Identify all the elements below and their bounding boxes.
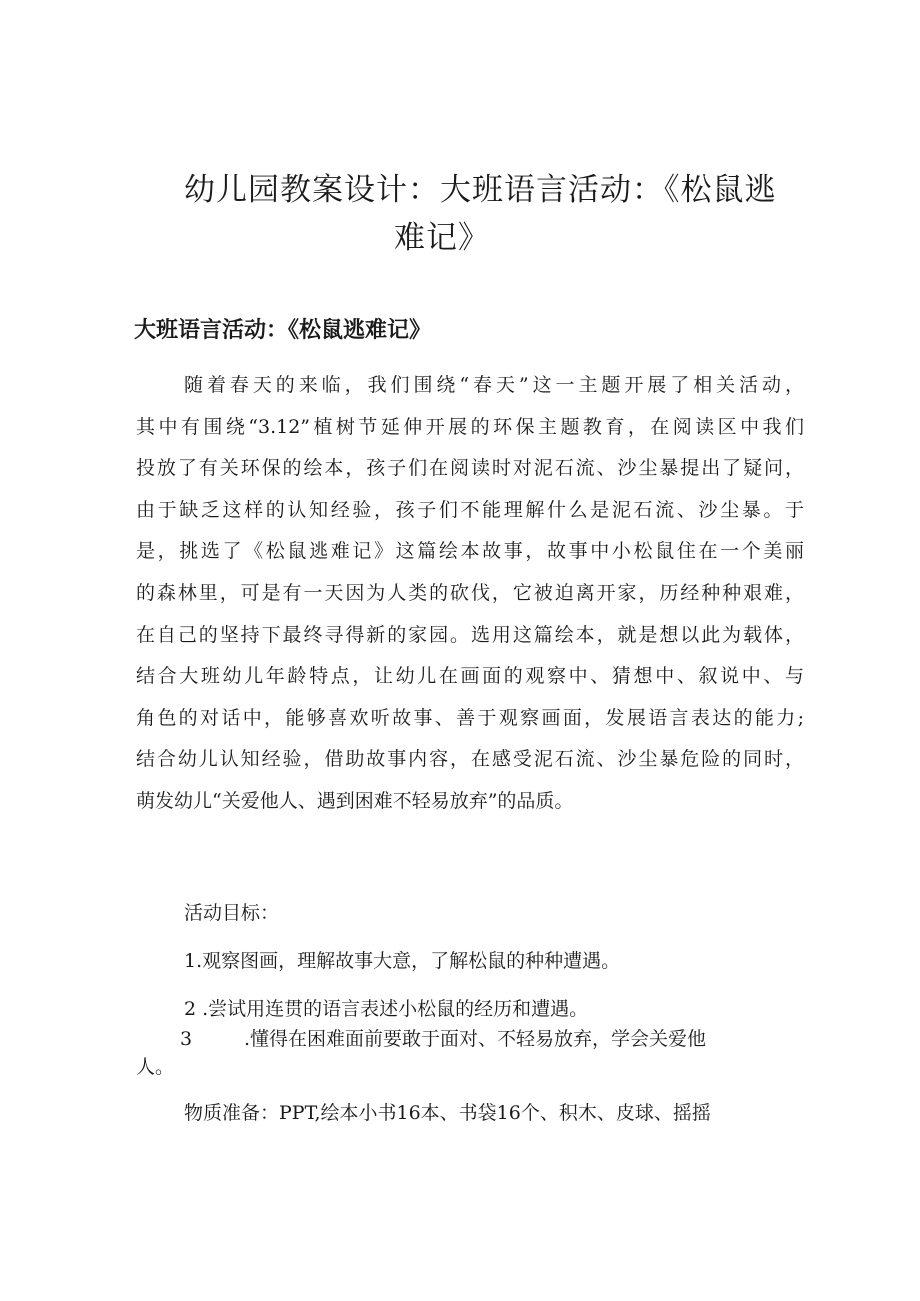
paragraph-line: 随着春天的来临，我们围绕“春天”这一主题开展了相关活动， xyxy=(184,374,804,396)
intro-paragraph xyxy=(136,365,804,823)
paragraph-line: 是，挑选了《松鼠逃难记》这篇绘本故事，故事中小松鼠住在一个美丽 xyxy=(136,540,804,563)
paragraph-line: 投放了有关环保的绘本，孩子们在阅读时对泥石流、沙尘暴提出了疑问， xyxy=(136,457,804,480)
document-title xyxy=(184,166,824,262)
title-line-1: 幼儿园教案设计：大班语言活动：《松鼠逃 xyxy=(184,172,777,208)
paragraph-line: 结合大班幼儿年龄特点，让幼儿在画面的观察中、猜想中、叙说中、与 xyxy=(136,665,804,688)
goal-item-3 xyxy=(136,1025,780,1081)
paragraph-line: 在自己的坚持下最终寻得新的家园。选用这篇绘本，就是想以此为载体， xyxy=(136,623,804,646)
paragraph-line: 萌发幼儿“关爱他人、遇到困难不轻易放弃”的品质。 xyxy=(136,789,574,812)
paragraph-line: 由于缺乏这样的认知经验，孩子们不能理解什么是泥石流、沙尘暴。于 xyxy=(136,498,804,521)
goal-3-text: .懂得在困难面前要敢于面对、不轻易放弃，学会关爱他 xyxy=(244,1028,707,1050)
title-line-2: 难记》 xyxy=(394,220,490,256)
goal-item-1: 1.观察图画，理解故事大意，了解松鼠的种种遭遇。 xyxy=(184,950,621,972)
paragraph-line: 角色的对话中，能够喜欢听故事、善于观察画面，发展语言表达的能力; xyxy=(136,706,804,729)
materials-line: 物质准备：PPT,绘本小书16本、书袋16个、积木、皮球、摇摇 xyxy=(184,1102,711,1124)
goal-item-2: 2 .尝试用连贯的语言表述小松鼠的经历和遭遇。 xyxy=(184,998,589,1020)
goal-3-wrap: 人。 xyxy=(136,1056,175,1078)
paragraph-line: 的森林里，可是有一天因为人类的砍伐，它被迫离开家，历经种种艰难， xyxy=(136,581,804,604)
goal-3-number: 3 xyxy=(180,1028,193,1050)
paragraph-line: 结合幼儿认知经验，借助故事内容，在感受泥石流、沙尘暴危险的同时， xyxy=(136,748,804,771)
goals-heading: 活动目标： xyxy=(184,902,280,924)
section-heading: 大班语言活动：《松鼠逃难记》 xyxy=(134,318,432,343)
paragraph-line: 其中有围绕“3.12”植树节延伸开展的环保主题教育，在阅读区中我们 xyxy=(136,415,804,438)
